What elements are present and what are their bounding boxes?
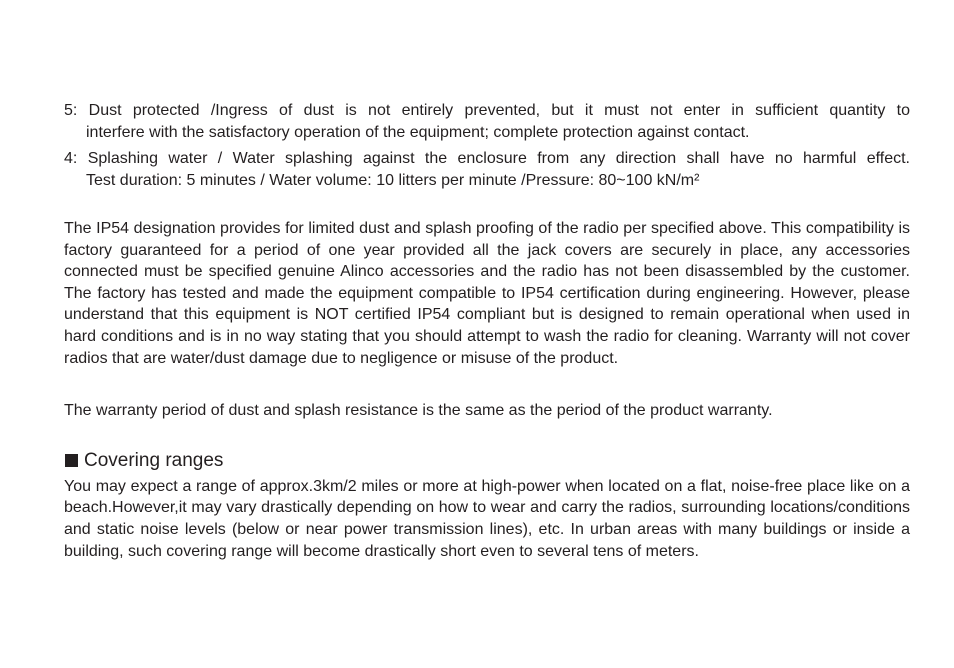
filled-square-bullet-icon	[65, 454, 78, 467]
ip-water-line-1: 4: Splashing water / Water splashing against the enclosure from any direction shall have no harmful effect.	[64, 150, 910, 167]
ip-dust-line-2: interfere with the satisfactory operation of the equipment; complete protection against contact.	[86, 123, 750, 141]
covering-ranges-paragraph: You may expect a range of approx.3km/2 miles or more at high-power when located on a flat, noise-free place like on a beach.However,it may vary drastically depending on how to wear and carry the radios, surrounding locations/conditions and static noise levels (below or near power transmission lines), etc. In urban areas with many buildings or inside a building, such covering range will become drastically short even to several tens of meters.	[64, 477, 910, 560]
ip-water-entry	[64, 148, 910, 191]
warranty-paragraph: The warranty period of dust and splash resistance is the same as the period of the product warranty.	[64, 402, 773, 420]
ip-dust-entry	[64, 100, 910, 143]
ip-water-line-2: Test duration: 5 minutes / Water volume: 10 litters per minute /Pressure: 80~100 kN/m²	[86, 171, 700, 189]
covering-ranges-heading	[64, 449, 910, 473]
manual-page	[64, 100, 910, 562]
ip-dust-line-1: 5: Dust protected /Ingress of dust is not entirely prevented, but it must not enter in sufficient quantity to	[64, 102, 910, 119]
ip54-paragraph: The IP54 designation provides for limited dust and splash proofing of the radio per specified above. This compatibility is factory guaranteed for a period of one year provided all the jack covers are securely in place, any accessories connected must be specified genuine Alinco accessories and the radio has not been disassembled by the customer. The factory has tested and made the equipment compatible to IP54 certification during engineering. However, please understand that this equipment is NOT certified IP54 compliant but is designed to remain operational when used in hard conditions and is in no way stating that you should attempt to wash the radio for cleaning. Warranty will not cover radios that are water/dust damage due to negligence or misuse of the product.	[64, 220, 910, 367]
covering-ranges-heading-text: Covering ranges	[84, 449, 224, 471]
